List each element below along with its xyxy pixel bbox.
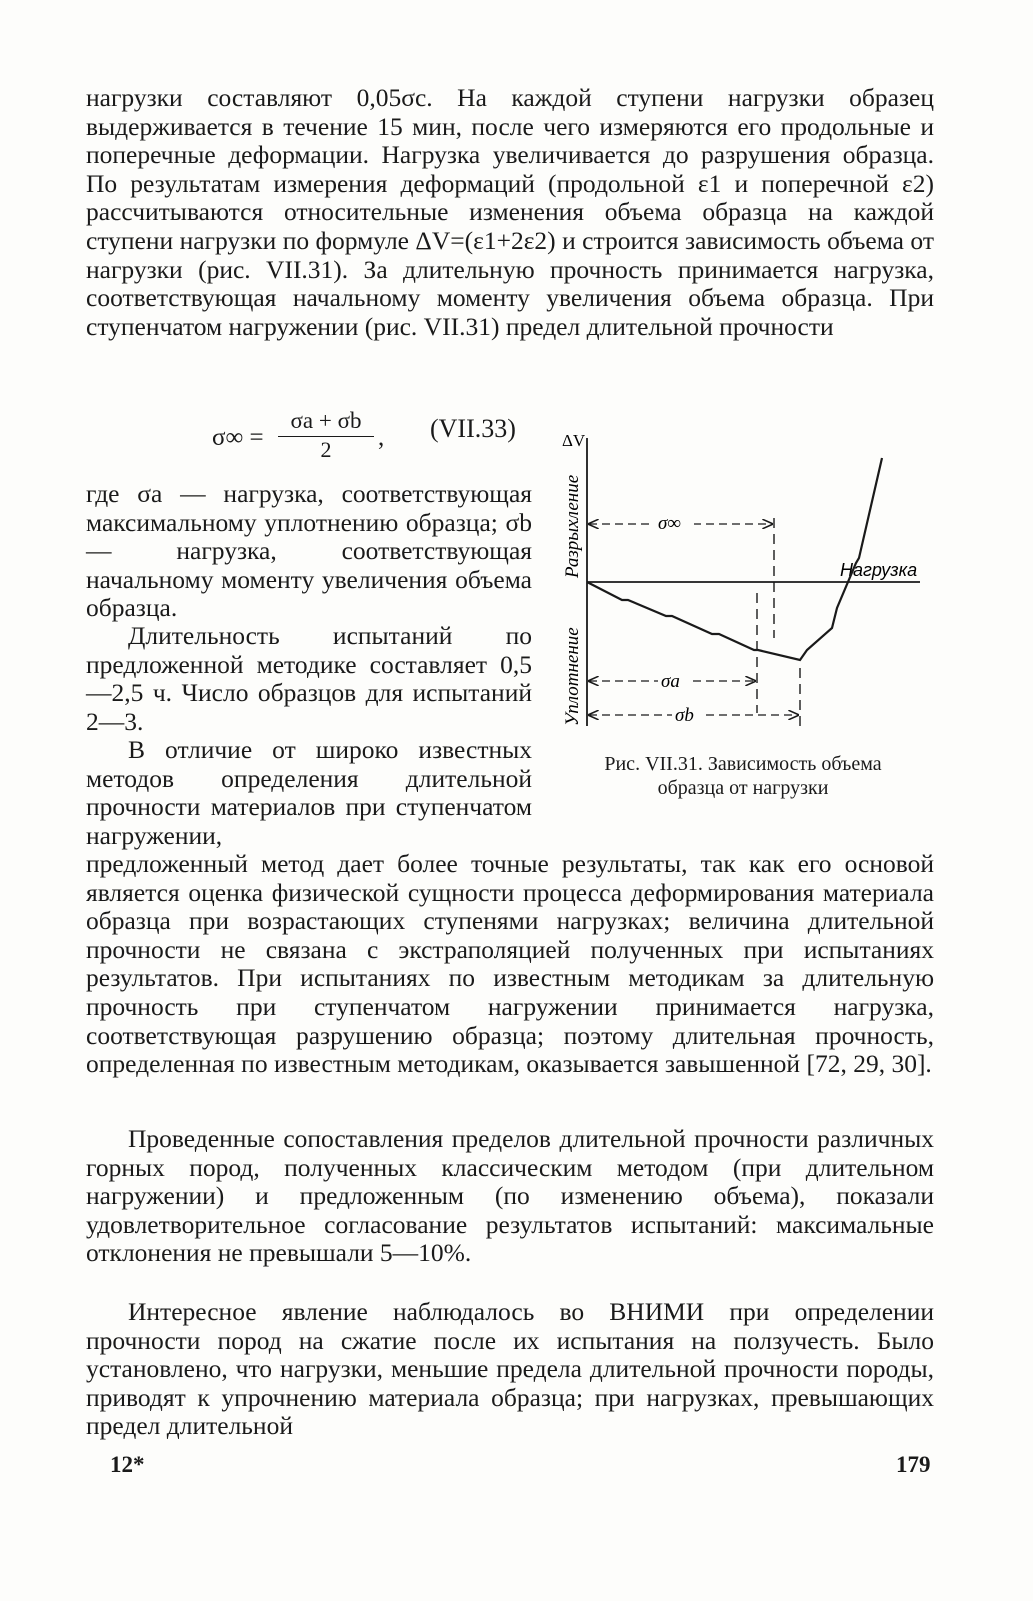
formula-comma: , (378, 424, 385, 451)
caption-line-2: образца от нагрузки (657, 777, 829, 799)
caption-line-1: Рис. VII.31. Зависимость объема (604, 753, 882, 775)
paragraph-comparison-start: В отличие от широко известных методов определения длительной прочности материалов при ступенчатом нагружении, (86, 735, 532, 850)
formula-lhs: σ∞ = (212, 424, 264, 451)
formula-numerator: σa + σb (278, 408, 374, 437)
x-axis-label: Нагрузка (840, 560, 918, 580)
formula-vii-33 (212, 408, 542, 468)
dim-label-sigma-a: σa (661, 671, 680, 692)
upper-region-label: Разрыхление (562, 474, 583, 578)
dim-label-sigma-b: σb (675, 705, 694, 726)
paragraph-sigma-definitions: где σa — нагрузка, соответствующая максимальному уплотнению образца; σb — нагрузка, соответствующая начальному моменту увеличения объема образца. (86, 479, 532, 623)
formula-denominator: 2 (320, 437, 332, 462)
formula-fraction (278, 408, 374, 463)
dim-label-sigma-inf: σ∞ (658, 513, 681, 534)
paragraph-duration: Длительность испытаний по предложенной методике составляет 0,5—2,5 ч. Число образцов для испытаний 2—3. (86, 621, 532, 736)
paragraph-results: Проведенные сопоставления пределов длительной прочности различных горных пород, полученных классическим методом (при длительном нагружении) и предложенным (по изменению объема), показали удовлетворительное согласование результатов испытаний: максимальные отклонения не превышали 5—10%. (86, 1124, 934, 1268)
y-axis-label: ΔV (562, 431, 586, 450)
volume-curve (587, 458, 882, 660)
figure-plot (548, 428, 938, 758)
figure-caption (550, 752, 936, 800)
paragraph-intro: нагрузки составляют 0,05σc. На каждой ступени нагрузки образец выдерживается в течение 15 мин, после чего измеряются его продольные и поперечные деформации. Нагрузка увеличивается до разрушения образца. По результатам измерения деформаций (продольной ε1 и поперечной ε2) рассчитываются относительные изменения объема образца на каждой ступени нагрузки по формуле ΔV=(ε1+2ε2) и строится зависимость объема от нагрузки (рис. VII.31). За длительную прочность принимается нагрузка, соответствующая начальному моменту увеличения объема образца. При ступенчатом нагружении (рис. VII.31) предел длительной прочности (86, 83, 934, 341)
signature-mark: 12* (110, 1452, 145, 1477)
lower-region-label: Уплотнение (562, 627, 583, 726)
formula-number: (VII.33) (430, 414, 516, 443)
paragraph-comparison-cont: предложенный метод дает более точные результаты, так как его основой является оценка физической сущности процесса деформирования материала образца при возрастающих ступенями нагрузках; величина длительной прочности не связана с экстраполяцией полученных при испытаниях результатов. При испытаниях по известным методикам за длительную прочность при ступенчатом нагружении принимается нагрузка, соответствующая разрушению образца; поэтому длительная прочность, определенная по известным методикам, оказывается завышенной [72, 29, 30]. (86, 849, 934, 1079)
figure-volume-load (548, 428, 938, 758)
paragraph-vnimi: Интересное явление наблюдалось во ВНИМИ при определении прочности пород на сжатие после их испытания на ползучесть. Было установлено, что нагрузки, меньшие предела длительной прочности породы, приводят к упрочнению материала образца; при нагрузках, превышающих предел длительной (86, 1297, 934, 1441)
page-number: 179 (896, 1452, 931, 1477)
